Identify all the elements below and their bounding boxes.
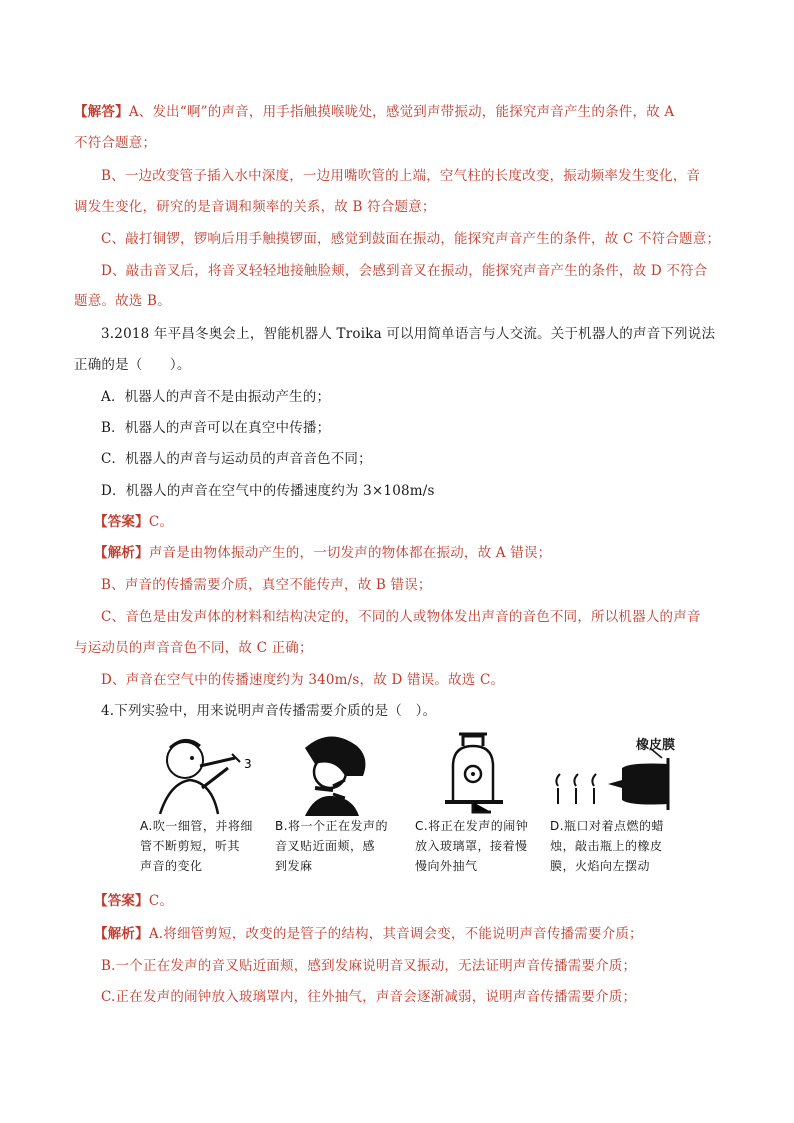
question-3-stem-cont: 正确的是（ ）。	[74, 357, 191, 373]
caption-b-line-1: B.将一个正在发声的	[275, 819, 389, 833]
caption-d	[550, 816, 680, 876]
caption-b-line-2: 音叉贴近面颊，感	[275, 839, 376, 853]
analysis-label: 【解析】	[94, 545, 149, 561]
answer-line-4: D、敲击音叉后，将音叉轻轻地接触脸颊，会感到音叉在振动，能探究声音产生的条件，故 D 不符合	[101, 263, 708, 279]
tuning-fork-face-illustration	[275, 728, 405, 818]
caption-d-line-2: 烛，敲击瓶上的橡皮	[550, 839, 663, 853]
analysis-text: 声音是由物体振动产生的，一切发声的物体都在振动，故 A 错误；	[148, 545, 552, 561]
answer-line-2: B、一边改变管子插入水中深度，一边用嘴吹管的上端，空气柱的长度改变，振动频率发生变化，音	[101, 168, 701, 184]
caption-a	[140, 816, 270, 876]
bell-jar-alarm-clock-illustration	[415, 728, 545, 818]
caption-c-line-1: C.将正在发声的闹钟	[415, 819, 529, 833]
question-3-option-c: C．机器人的声音与运动员的声音音色不同；	[101, 451, 372, 467]
caption-d-line-1: D.瓶口对着点燃的蜡	[550, 819, 665, 833]
analysis-line-c2: 与运动员的声音音色不同，故 C 正确；	[74, 640, 313, 656]
rubber-membrane-label: 橡皮膜	[636, 738, 676, 753]
question-4-stem: 4.下列实验中，用来说明声音传播需要介质的是（ ）。	[101, 703, 437, 719]
question-3-stem: 3.2018 年平昌冬奥会上，智能机器人 Troika 可以用简单语言与人交流。关于机器人的声音下列说法	[101, 326, 716, 342]
analysis-line-d: D、声音在空气中的传播速度约为 340m/s，故 D 错误。故选 C。	[101, 672, 505, 688]
experiment-figure	[140, 728, 688, 880]
person-blowing-tube-illustration	[140, 728, 270, 818]
analysis-line-c: C.正在发声的闹钟放入玻璃罩内，往外抽气，声音会逐渐减弱，说明声音传播需要介质；	[101, 989, 637, 1005]
answer-text: A、发出“啊”的声音，用手指触摸喉咙处，感觉到声带振动，能探究声音产生的条件，故 A	[128, 104, 675, 120]
question-3-option-d: D．机器人的声音在空气中的传播速度约为 3×108m/s	[101, 483, 435, 499]
answer-line-2b: 调发生变化，研究的是音调和频率的关系，故 B 符合题意；	[74, 199, 436, 215]
answer-line-4b: 题意。故选 B。	[74, 293, 171, 309]
caption-a-line-3: 声音的变化	[140, 859, 203, 873]
question-3-analysis	[94, 543, 734, 563]
caption-a-line-2: 管不断剪短，听其	[140, 839, 241, 853]
answer-line-3: C、敲打铜锣，锣响后用手触摸锣面，感觉到鼓面在振动，能探究声音产生的条件，故 C 不符合题意；	[101, 231, 721, 247]
panel-b	[275, 728, 405, 878]
answer-value: C。	[148, 514, 174, 530]
analysis-line-b: B、声音的传播需要介质，真空不能传声，故 B 错误；	[101, 577, 432, 593]
caption-c	[415, 816, 545, 876]
answer-tag: 【解答】	[74, 104, 129, 120]
caption-b-line-3: 到发麻	[275, 859, 313, 873]
caption-c-line-2: 放入玻璃罩，接着慢	[415, 839, 528, 853]
caption-d-line-3: 膜，火焰向左摆动	[550, 859, 651, 873]
caption-a-line-1: A.吹一细管，并将细	[140, 819, 253, 833]
panel-d	[550, 728, 680, 878]
answer-label: 【答案】	[94, 893, 149, 909]
answer-value: C。	[148, 893, 174, 909]
answer-line-1	[74, 102, 734, 122]
panel-c	[415, 728, 545, 878]
analysis-label: 【解析】	[94, 926, 149, 942]
question-4-analysis	[94, 924, 734, 944]
analysis-line-b: B.一个正在发声的音叉贴近面颊，感到发麻说明音叉振动，无法证明声音传播需要介质；	[101, 958, 637, 974]
analysis-line-c: C、音色是由发声体的材料和结构决定的，不同的人或物体发出声音的音色不同，所以机器人的声音	[101, 609, 701, 625]
question-4-answer	[94, 891, 734, 911]
question-3-answer	[94, 512, 734, 532]
caption-b	[275, 816, 405, 876]
analysis-text: A.将细管剪短，改变的是管子的结构，其音调会变，不能说明声音传播需要介质；	[148, 926, 643, 942]
answer-line-1b: 不符合题意；	[74, 135, 157, 151]
question-3-option-b: B．机器人的声音可以在真空中传播；	[101, 420, 331, 436]
question-3-option-a: A．机器人的声音不是由振动产生的；	[101, 389, 331, 405]
caption-c-line-3: 慢向外抽气	[415, 859, 478, 873]
answer-label: 【答案】	[94, 514, 149, 530]
panel-a	[140, 728, 270, 878]
svg-text:3: 3	[244, 757, 252, 771]
